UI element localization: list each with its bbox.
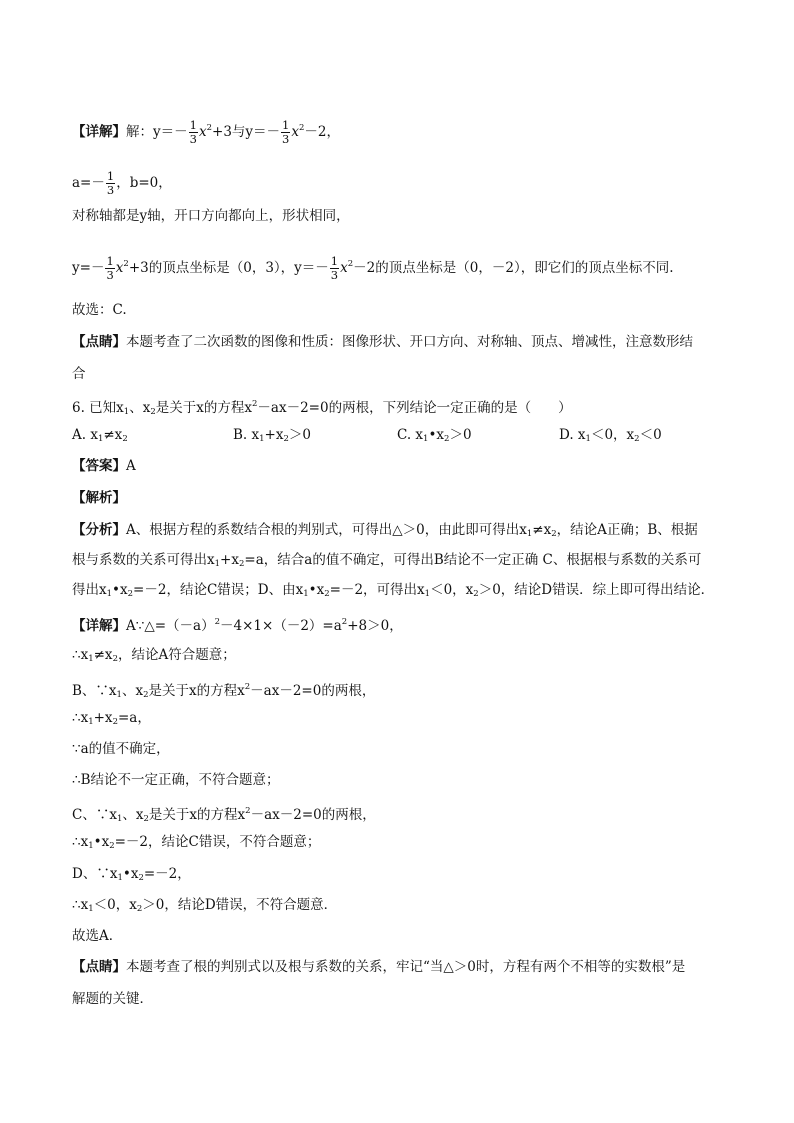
vertex-line: y=－ $\frac{1}{3}$ $x^2+3$的顶点坐标是（0，3），y＝－ $\frac{1}{3}$ $x^2-2$的顶点坐标是（0，－2），即它们的顶点坐标不同. xyxy=(72,254,674,282)
detail-2-line-10: $\therefore x_1<0$，$x_2>0$，结论D错误，不符合题意． xyxy=(72,897,338,914)
axis-line: 对称轴都是y轴，开口方向都向上，形状相同， xyxy=(72,208,350,224)
choice-1: 故选：C. xyxy=(72,302,127,318)
choice-2: 故选A． xyxy=(72,928,123,944)
detail-2-line-5: ∵a的值不确定， xyxy=(72,741,170,757)
question-6: 6. 已知$x_1$、$x_2$是关于x的方程$x^2-ax-2=0$的两根，下列结论一定正确的是（ ） xyxy=(72,399,572,417)
option-d: D. $x_1<0$，$x_2<0$ xyxy=(559,427,662,444)
fraction: $\frac{1}{3}$ xyxy=(106,169,115,197)
option-b: B. $x_1+x_2>0$ xyxy=(233,427,311,444)
fenxi-line-2: 根与系数的关系可得出$x_1+x_2=a$，结合a的值不确定，可得出B结论不一定正确 C、根据根与系数的关系可 xyxy=(72,552,702,569)
detail-1-line: 【详解】解：y＝－ $\frac{1}{3}$ $x^2+3$与y＝－ $\frac{1}{3}$ $x^2-2$， xyxy=(72,118,341,146)
detail-2-line-8: $\therefore x_1•x_2=-2$，结论C错误，不符合题意； xyxy=(72,834,321,851)
fraction: $\frac{1}{3}$ xyxy=(189,118,197,146)
fraction: $\frac{1}{3}$ xyxy=(282,118,290,146)
comment-tag: 【点睛】 xyxy=(72,959,126,975)
option-c: C. $x_1•x_2>0$ xyxy=(397,427,472,444)
comment-1-line-2: 合 xyxy=(72,366,86,382)
answer-line xyxy=(72,456,136,476)
detail-tag: 【详解】 xyxy=(72,124,126,140)
answer-value: A xyxy=(126,458,136,474)
detail-2-line-3: B、$\because x_1$、$x_2$是关于x的方程$x^2-ax-2=0$的两根， xyxy=(72,682,376,700)
comment-2-line-2: 解题的关键． xyxy=(72,991,153,1007)
fraction: $\frac{1}{3}$ xyxy=(330,254,339,282)
answer-tag: 【答案】 xyxy=(72,458,126,474)
fenxi-line-3: 得出$x_1•x_2=-2$，结论C错误；D、由$x_1•x_2=-2$，可得出$x_1<0$，$x_2>0$，结论D错误．综上即可得出结论． xyxy=(72,582,715,599)
fenxi-tag: 【分析】 xyxy=(72,522,126,538)
detail-2-line-1: 【详解】$A\because\triangle=(-a)^2-4\times 1\times(-2)=a^2+8>0$， xyxy=(72,617,403,634)
detail-2-line-4: $\therefore x_1+x_2=a$， xyxy=(72,710,151,727)
fraction: $\frac{1}{3}$ xyxy=(106,254,114,282)
fenxi-line-1: 【分析】A、根据方程的系数结合根的判别式，可得出△＞0，由此即可得出$x_1\ne x_2$，结论A正确；B、根据 xyxy=(72,522,698,539)
detail-text: 解：y＝－ xyxy=(126,124,188,140)
detail-tag: 【详解】 xyxy=(72,618,126,634)
analysis-tag: 【解析】 xyxy=(72,490,126,506)
detail-2-line-9: D、$\because x_1•x_2=-2$， xyxy=(72,866,191,883)
detail-2-line-2: $\therefore x_1\ne x_2$，结论A符合题意； xyxy=(72,647,236,664)
comment-1-line-1: 【点睛】本题考查了二次函数的图像和性质：图像形状、开口方向、对称轴、顶点、增减性，注意数形结 xyxy=(72,334,693,350)
option-a: A. $x_1\ne x_2$ xyxy=(72,427,128,444)
comment-tag: 【点睛】 xyxy=(72,334,126,350)
coefficient-line: a=－ $\frac{1}{3}$ ，b=0， xyxy=(72,169,172,197)
detail-2-line-6: ∴B结论不一定正确，不符合题意； xyxy=(72,772,280,788)
detail-2-line-7: C、$\because x_1$、$x_2$是关于x的方程$x^2-ax-2=0$的两根， xyxy=(72,806,376,824)
comment-2-line-1: 【点睛】本题考查了根的判别式以及根与系数的关系，牢记“当△＞0时，方程有两个不相等的实数根”是 xyxy=(72,959,686,975)
